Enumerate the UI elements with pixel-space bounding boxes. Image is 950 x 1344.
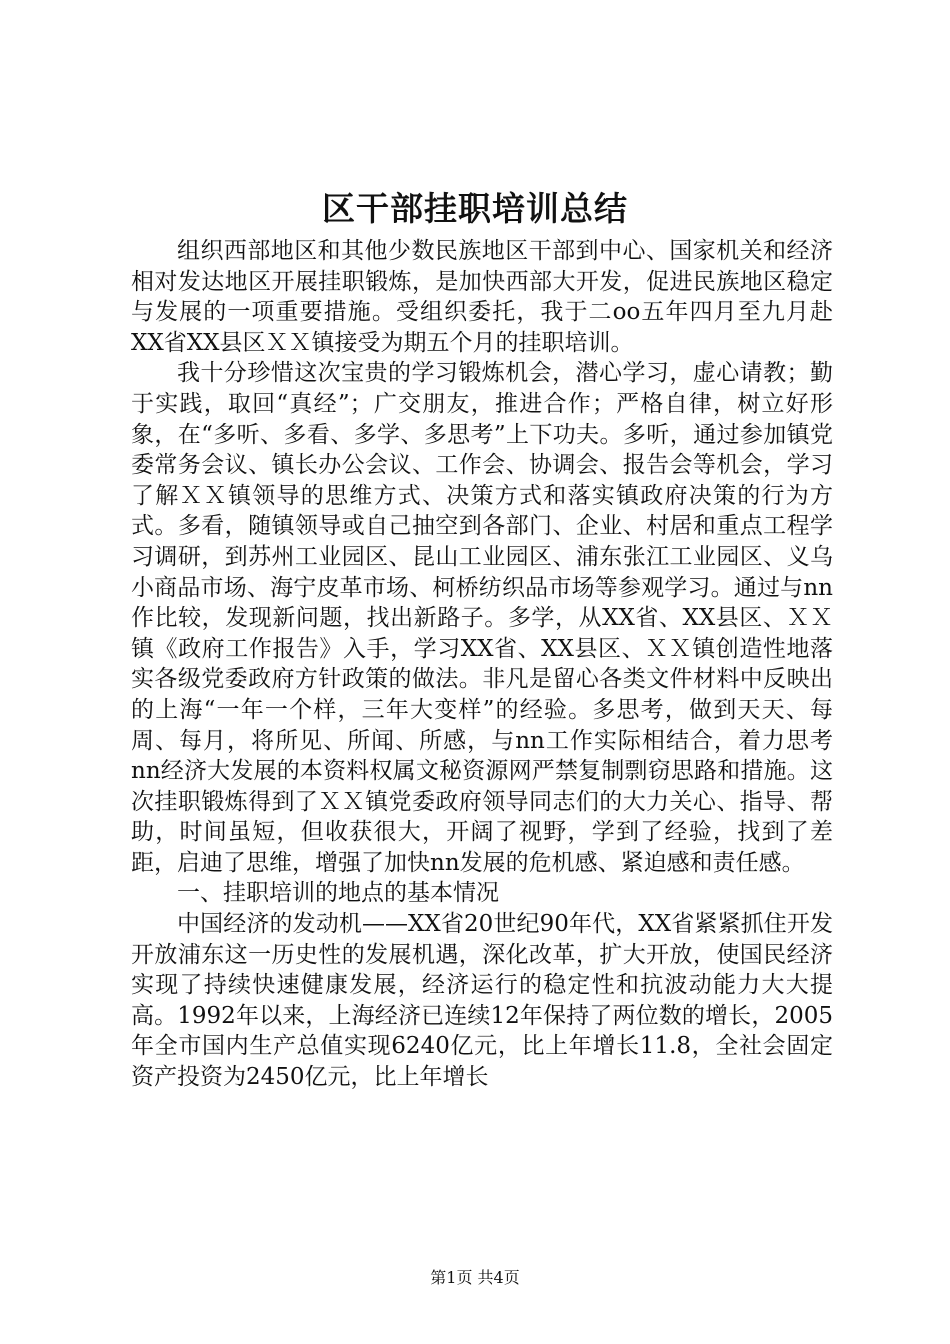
paragraph-economy: 中国经济的发动机——XX省20世纪90年代，XX省紧紧抓住开发开放浦东这一历史性的发展机遇，深化改革，扩大开放，使国民经济实现了持续快速健康发展，经济运行的稳定性和抗波动能力大大提高。1992年以来，上海经济已连续12年保持了两位数的增长，2005年全市国内生产总值实现6240亿元，比上年增长11.8，全社会固定资产投资为2450亿元，比上年增长 <box>131 911 833 1091</box>
paragraph-learning: 我十分珍惜这次宝贵的学习锻炼机会，潜心学习，虚心请教；勤于实践，取回“真经”；广交朋友，推进合作；严格自律，树立好形象，在“多听、多看、多学、多思考”上下功夫。多听，通过参加镇党委常务会议、镇长办公会议、工作会、协调会、报告会等机会，学习了解ＸＸ镇领导的思维方式、决策方式和落实镇政府决策的行为方式。多看，随镇领导或自己抽空到各部门、企业、村居和重点工程学习调研，到苏州工业园区、昆山工业园区、浦东张江工业园区、义乌小商品市场、海宁皮革市场、柯桥纺织品市场等参观学习。通过与nn作比较，发现新问题，找出新路子。多学，从XX省、XX县区、ＸＸ镇《政府工作报告》入手，学习XX省、XX县区、ＸＸ镇创造性地落实各级党委政府方针政策的做法。非凡是留心各类文件材料中反映出的上海“一年一个样，三年大变样”的经验。多思考，做到天天、每周、每月，将所见、所闻、所感，与nn工作实际相结合，着力思考nn经济大发展的本资料权属文秘资源网严禁复制剽窃思路和措施。这次挂职锻炼得到了ＸＸ镇党委政府领导同志们的大力关心、指导、帮助，时间虽短，但收获很大，开阔了视野，学到了经验，找到了差距，启迪了思维，增强了加快nn发展的危机感、紧迫感和责任感。 <box>131 360 833 876</box>
page-number-footer: 第1页 共4页 <box>430 1268 520 1287</box>
section-heading: 一、挂职培训的地点的基本情况 <box>177 880 499 907</box>
paragraph-intro: 组织西部地区和其他少数民族地区干部到中心、国家机关和经济相对发达地区开展挂职锻炼，是加快西部大开发，促进民族地区稳定与发展的一项重要措施。受组织委托，我于二oo五年四月至九月赴XX省XX县区ＸＸ镇接受为期五个月的挂职培训。 <box>131 238 833 356</box>
document-body <box>131 236 833 1093</box>
document-title: 区干部挂职培训总结 <box>322 189 628 228</box>
